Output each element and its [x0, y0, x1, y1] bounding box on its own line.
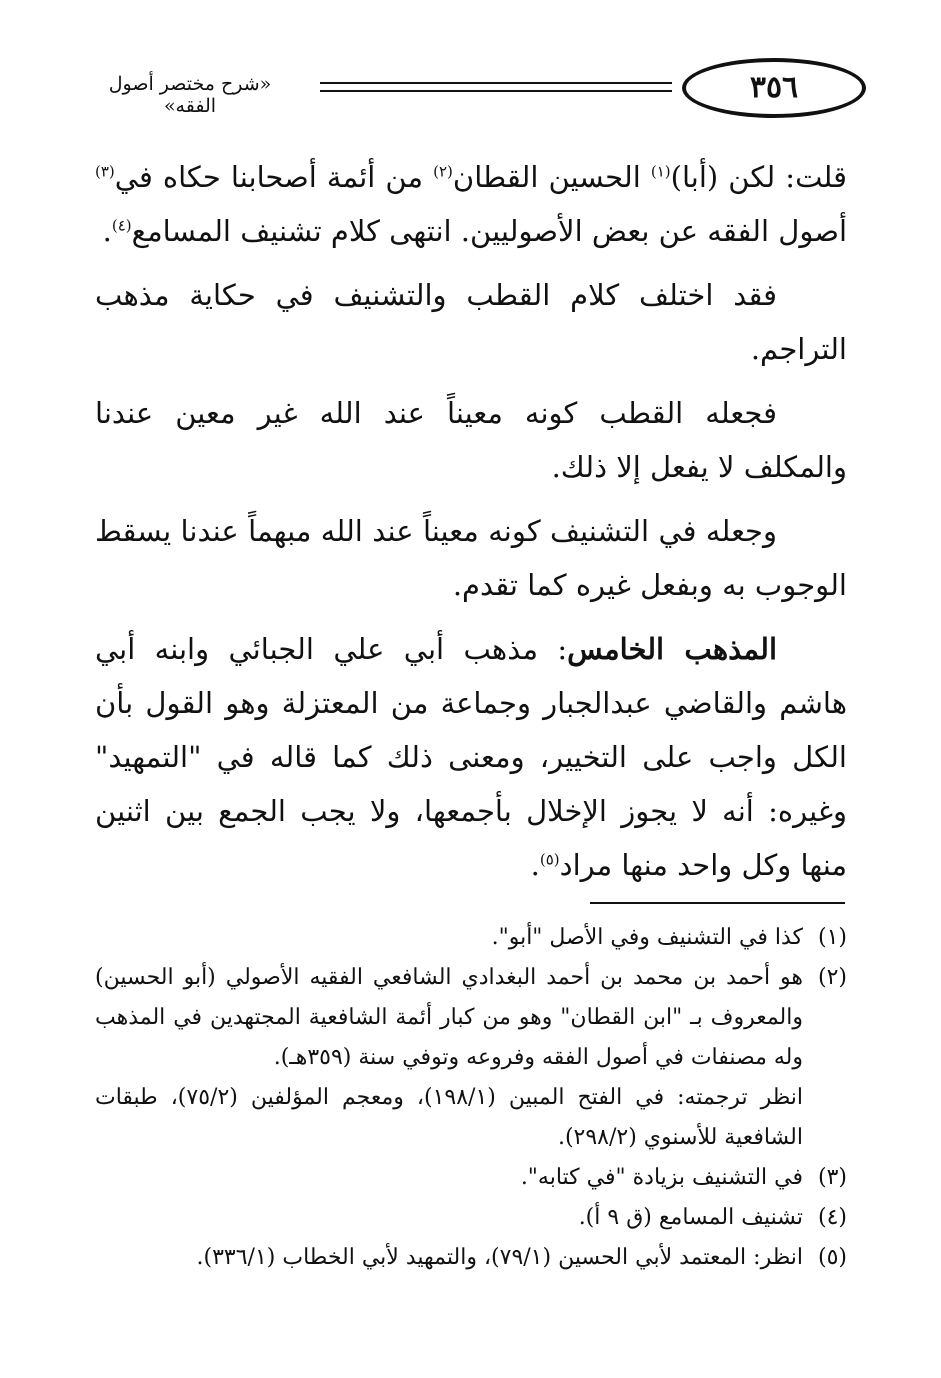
footnotes — [95, 918, 847, 1278]
header-rule-left-bottom — [320, 90, 672, 92]
p1-text-c: من أئمة أصحابنا حكاه في — [114, 160, 434, 194]
footnote-2-continuation — [95, 1078, 847, 1158]
footnote-5 — [95, 1238, 847, 1278]
paragraph-3: فجعله القطب كونه معيناً عند الله غير معين عندنا والمكلف لا يفعل إلا ذلك. — [95, 396, 847, 484]
footnote-text: انظر ترجمته: في الفتح المبين (١٩٨/١)، ومعجم المؤلفين (٧٥/٢)، طبقات الشافعية للأسنوي (٢٩٨/٢). — [95, 1085, 804, 1150]
paragraph-1 — [95, 150, 847, 258]
p5-text-a: : مذهب أبي علي الجبائي وابنه أبي هاشم والقاضي عبدالجبار وجماعة من المعتزلة وهو القول بأن الكل واجب على التخيير، ومعنى ذلك كما قاله في "التمهيد" وغيره: أنه لا يجوز الإخلال بأجمعها، ولا يجب الجمع بين اثنين منها وكل واحد منها مراد — [95, 632, 847, 882]
footnote-marker-2[interactable]: (٢) — [433, 162, 453, 181]
paragraph-2: فقد اختلف كلام القطب والتشنيف في حكاية مذهب التراجم. — [95, 278, 847, 366]
footnote-text: كذا في التشنيف وفي الأصل "أبو". — [491, 925, 803, 950]
p1-text-a: قلت: لكن (أبا) — [670, 160, 848, 194]
p1-text-d: أصول الفقه عن بعض الأصوليين. انتهى كلام تشنيف المسامع — [131, 214, 847, 248]
footnote-number: (٢) — [817, 965, 847, 990]
p1-text-e: . — [102, 214, 112, 248]
section-heading-inline: المذهب الخامس — [567, 632, 778, 666]
p1-text-b: الحسين القطان — [452, 160, 651, 194]
footnote-text: تشنيف المسامع (ق ٩ أ). — [578, 1205, 803, 1230]
footnote-3 — [95, 1158, 847, 1198]
p5-text-b: . — [530, 848, 540, 882]
footnote-1 — [95, 918, 847, 958]
footnote-marker-5[interactable]: (٥) — [539, 850, 560, 869]
page-number: ٣٥٦ — [682, 58, 866, 118]
footnote-text: انظر: المعتمد لأبي الحسين (٧٩/١)، والتمهيد لأبي الخطاب (٣٣٦/١). — [196, 1245, 803, 1270]
footnote-number: (٥) — [817, 1245, 847, 1270]
footnote-number: (١) — [817, 925, 847, 950]
page-header — [90, 58, 850, 138]
footnote-text: في التشنيف بزيادة "في كتابه". — [520, 1165, 803, 1190]
footnote-number: (٤) — [817, 1205, 847, 1230]
running-title: «شرح مختصر أصول الفقه» — [108, 73, 272, 117]
footnote-separator — [590, 902, 845, 904]
footnote-2 — [95, 958, 847, 1078]
footnote-marker-4[interactable]: (٤) — [111, 216, 132, 235]
footnote-number — [803, 1078, 847, 1158]
paragraph-4: وجعله في التشنيف كونه معيناً عند الله مبهماً عندنا يسقط الوجوب به وبفعل غيره كما تقدم. — [95, 514, 847, 602]
header-rule-left-top — [320, 82, 672, 84]
footnote-number: (٣) — [817, 1165, 847, 1190]
footnote-marker-1[interactable]: (١) — [650, 162, 671, 181]
footnote-text: هو أحمد بن محمد بن أحمد البغدادي الشافعي الفقيه الأصولي (أبو الحسين) والمعروف بـ "ابن القطان" وهو من كبار أئمة الشافعية المجتهدين في المذهب وله مصنفات في أصول الفقه وفروعه وتوفي سنة (٣٥٩هـ). — [95, 965, 803, 1070]
paragraph-5 — [95, 622, 847, 892]
main-text — [95, 150, 847, 902]
footnote-marker-3[interactable]: (٣) — [95, 162, 115, 181]
footnote-4 — [95, 1198, 847, 1238]
